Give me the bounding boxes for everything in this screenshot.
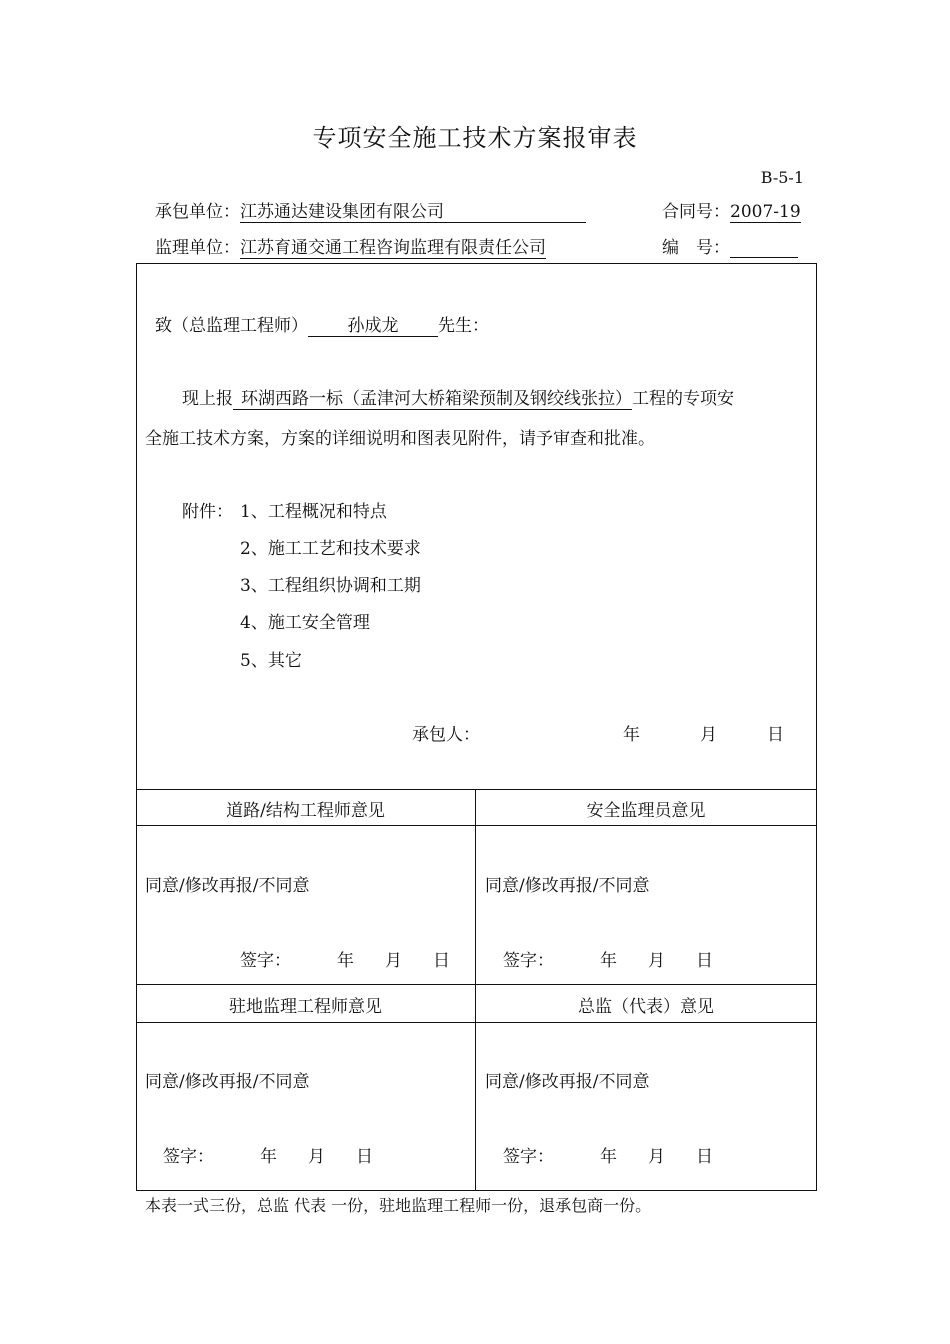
addressee-name: 孙成龙 — [308, 311, 438, 337]
opinion-heading-resident: 驻地监理工程师意见 — [229, 997, 382, 1017]
sign-month-road: 月 — [385, 951, 402, 971]
opinion-heading-chief: 总监（代表）意见 — [578, 997, 714, 1017]
opinion-heading-safety: 安全监理员意见 — [586, 801, 706, 821]
opinion-heading-road: 道路/结构工程师意见 — [226, 801, 385, 821]
sign-month-chief: 月 — [648, 1147, 665, 1167]
sign-day-chief: 日 — [696, 1147, 713, 1167]
sign-label-chief: 签字： — [503, 1147, 554, 1167]
report-prefix: 现上报 — [182, 389, 233, 409]
addressee-suffix: 先生： — [438, 316, 489, 336]
divider-h3 — [136, 984, 817, 985]
divider-h1 — [136, 789, 817, 790]
contract-no-row — [662, 197, 801, 223]
sign-year-road: 年 — [337, 951, 354, 971]
divider-h4 — [136, 1022, 817, 1023]
attachment-item-4: 4、施工安全管理 — [240, 613, 370, 633]
divider-v — [475, 789, 476, 1191]
addressee-line — [155, 311, 489, 337]
report-line-2: 全施工技术方案，方案的详细说明和图表见附件，请予审查和批准。 — [145, 429, 655, 449]
opinion-options-safety: 同意/修改再报/不同意 — [485, 876, 650, 896]
sign-year-safety: 年 — [600, 951, 617, 971]
supervisor-row — [155, 233, 546, 259]
sign-month-safety: 月 — [648, 951, 665, 971]
contractor-row — [155, 197, 586, 223]
form-code: B-5-1 — [760, 168, 804, 187]
report-line-1 — [182, 384, 734, 410]
addressee-prefix: 致（总监理工程师） — [155, 316, 308, 336]
sign-label-safety: 签字： — [503, 951, 554, 971]
sign-year-resident: 年 — [260, 1147, 277, 1167]
attachment-item-2: 2、施工工艺和技术要求 — [240, 539, 421, 559]
form-title: 专项安全施工技术方案报审表 — [312, 124, 638, 152]
contractor-value: 江苏通达建设集团有限公司 — [240, 197, 586, 223]
attachment-item-5: 5、其它 — [240, 651, 302, 671]
sign-day-safety: 日 — [696, 951, 713, 971]
contract-no-label: 合同号： — [662, 202, 730, 222]
signer-month: 月 — [700, 725, 717, 745]
signer-day: 日 — [767, 725, 784, 745]
sign-day-road: 日 — [433, 951, 450, 971]
serial-value — [730, 238, 798, 258]
sign-label-resident: 签字： — [163, 1147, 214, 1167]
opinion-options-chief: 同意/修改再报/不同意 — [485, 1072, 650, 1092]
contract-no-value: 2007-19 — [730, 202, 801, 222]
serial-row — [662, 233, 798, 258]
opinion-options-road: 同意/修改再报/不同意 — [145, 876, 310, 896]
attachment-item-3: 3、工程组织协调和工期 — [240, 576, 421, 596]
divider-h2 — [136, 825, 817, 826]
contractor-label: 承包单位： — [155, 202, 240, 222]
project-name: 环湖西路一标（孟津河大桥箱梁预制及钢绞线张拉） — [233, 384, 632, 410]
signer-year: 年 — [623, 725, 640, 745]
report-suffix: 工程的专项安 — [632, 389, 734, 409]
serial-label: 编 号： — [662, 238, 730, 258]
attachments-label: 附件： — [182, 502, 233, 522]
sign-month-resident: 月 — [308, 1147, 325, 1167]
sign-year-chief: 年 — [600, 1147, 617, 1167]
sign-label-road: 签字： — [240, 951, 291, 971]
attachment-item-1: 1、工程概况和特点 — [240, 502, 387, 522]
supervisor-label: 监理单位： — [155, 238, 240, 258]
supervisor-value: 江苏育通交通工程咨询监理有限责任公司 — [240, 233, 546, 259]
signer-label: 承包人： — [412, 725, 480, 745]
footer-note: 本表一式三份，总监 代表 一份，驻地监理工程师一份，退承包商一份。 — [145, 1196, 652, 1215]
opinion-options-resident: 同意/修改再报/不同意 — [145, 1072, 310, 1092]
sign-day-resident: 日 — [356, 1147, 373, 1167]
